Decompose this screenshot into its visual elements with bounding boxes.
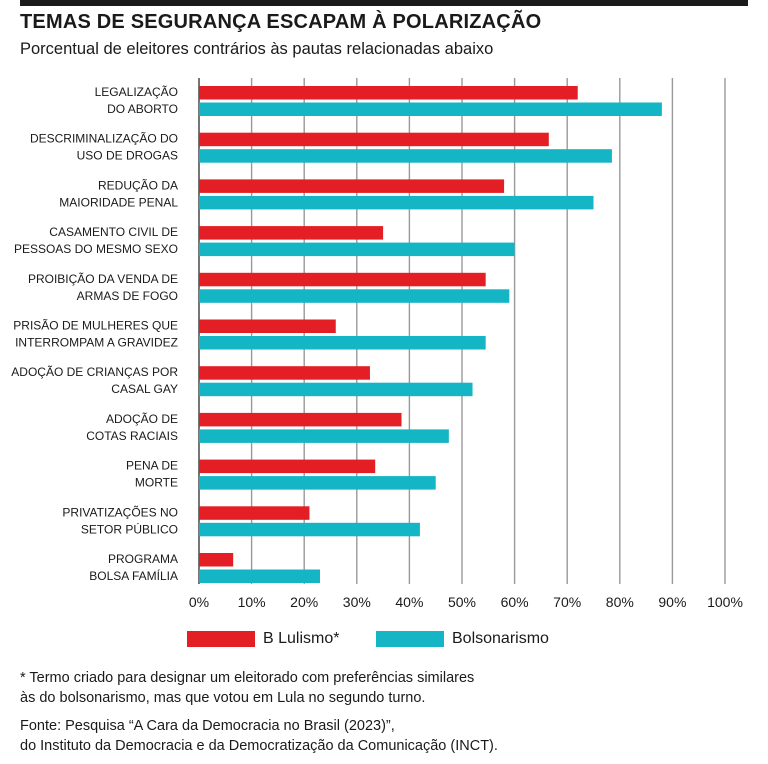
x-tick-label: 70% <box>553 594 582 610</box>
x-tick-label: 50% <box>447 594 477 610</box>
category-label: PRIVATIZAÇÕES NO <box>62 505 178 520</box>
bar <box>199 476 436 490</box>
top-rule <box>20 0 748 6</box>
category-label: PROGRAMA <box>107 552 178 566</box>
x-tick-label: 60% <box>500 594 529 610</box>
chart-subtitle: Porcentual de eleitores contrários às pautas relacionadas abaixo <box>20 40 494 58</box>
source-note <box>20 716 498 756</box>
chart-title: TEMAS DE SEGURANÇA ESCAPAM À POLARIZAÇÃO <box>20 11 542 33</box>
x-tick-label: 20% <box>290 594 319 610</box>
legend-swatch-lulismo <box>187 631 255 647</box>
x-tick-label: 100% <box>707 594 743 610</box>
category-label: REDUÇÃO DA <box>97 178 178 193</box>
bar <box>199 336 486 350</box>
footnote <box>20 668 474 708</box>
category-label: CASAL GAY <box>111 382 178 397</box>
category-label: LEGALIZAÇÃO <box>94 85 178 99</box>
bar <box>199 570 320 584</box>
footnote-line-2: às do bolsonarismo, mas que votou em Lula no segundo turno. <box>20 690 426 706</box>
bar <box>199 366 370 380</box>
legend-item-bolsonarismo <box>376 630 549 648</box>
x-tick-label: 10% <box>237 594 266 610</box>
category-label: USO DE DROGAS <box>76 148 178 163</box>
category-label: PROIBIÇÃO DA VENDA DE <box>27 271 178 286</box>
bar <box>199 133 549 147</box>
legend-label-lulismo: B Lulismo* <box>263 630 340 647</box>
bar <box>199 429 449 443</box>
bar <box>199 103 662 117</box>
bar <box>199 413 402 427</box>
x-tick-label: 40% <box>395 594 424 610</box>
category-label: CASAMENTO CIVIL DE <box>49 225 178 240</box>
category-label: ADOÇÃO DE CRIANÇAS POR <box>11 365 178 380</box>
category-label: ARMAS DE FOGO <box>76 288 178 303</box>
bar <box>199 523 420 537</box>
bar-chart <box>0 72 768 617</box>
footnote-line-1: * Termo criado para designar um eleitorado com preferências similares <box>20 670 475 686</box>
bar <box>199 86 578 100</box>
legend-item-lulismo <box>187 630 339 648</box>
bar <box>199 243 515 257</box>
bar <box>199 553 233 567</box>
category-label: MAIORIDADE PENAL <box>59 195 178 210</box>
source-line-2: do Instituto da Democracia e da Democratização da Comunicação (INCT). <box>20 738 498 754</box>
category-label: MORTE <box>134 475 178 490</box>
x-tick-label: 80% <box>605 594 634 610</box>
category-label: PRISÃO DE MULHERES QUE <box>13 318 178 333</box>
legend-swatch-bolsonarismo <box>376 631 444 647</box>
category-label: ADOÇÃO DE <box>105 411 178 426</box>
category-label: INTERROMPAM A GRAVIDEZ <box>15 335 178 350</box>
category-label: SETOR PÚBLICO <box>80 522 178 537</box>
bar <box>199 273 486 287</box>
bar <box>199 383 473 397</box>
category-label: PENA DE <box>125 458 178 473</box>
bar <box>199 460 375 474</box>
bar <box>199 179 504 193</box>
x-tick-label: 30% <box>342 594 371 610</box>
category-label: PESSOAS DO MESMO SEXO <box>13 242 178 257</box>
x-tick-label: 0% <box>188 594 210 610</box>
legend-label-bolsonarismo: Bolsonarismo <box>452 630 549 647</box>
source-line-1: Fonte: Pesquisa “A Cara da Democracia no Brasil (2023)”, <box>20 718 395 734</box>
category-label: COTAS RACIAIS <box>86 428 178 443</box>
category-label: DO ABORTO <box>107 102 178 116</box>
bar <box>199 289 509 303</box>
bar <box>199 320 336 334</box>
category-label: DESCRIMINALIZAÇÃO DO <box>29 131 178 146</box>
x-tick-label: 90% <box>658 594 687 610</box>
bar <box>199 226 383 240</box>
bar <box>199 196 594 210</box>
bar <box>199 149 612 163</box>
bar <box>199 506 309 520</box>
category-label: BOLSA FAMÍLIA <box>89 569 178 583</box>
